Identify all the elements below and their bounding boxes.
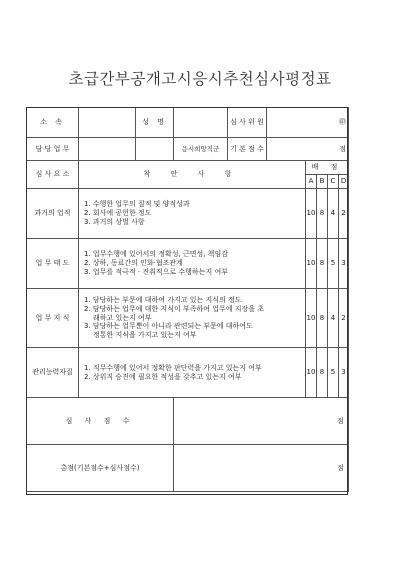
criteria-line: 2. 상하, 동료간의 인화·협조관계 [84, 259, 183, 268]
reviewer-label: 심 사 위 원 [228, 108, 267, 138]
criteria-line: 1. 수행한 업무의 질적 및 양적성과 [84, 200, 190, 209]
score-b: 8 [317, 189, 328, 239]
score-d: 2 [339, 189, 349, 239]
eligibility-value: 응시희망직군 [174, 138, 228, 161]
criteria-line: 래하고 있는지 여부 [93, 313, 152, 322]
criteria-line: 2. 상위직 승진에 필요한 적성을 갖추고 있는지 여부 [84, 372, 242, 381]
element-work-attitude: 업 무 태 도 [27, 239, 79, 289]
criteria-line: 2. 회사에 공헌한 정도 [84, 209, 152, 218]
score-a: 10 [306, 348, 317, 398]
score-b: 8 [317, 239, 328, 289]
criteria-line: 3. 과거의 상벌 사항 [84, 217, 145, 226]
score-b: 8 [317, 348, 328, 398]
base-score-unit: 점 [339, 144, 347, 153]
base-score-label: 기 본 점 수 [228, 138, 267, 161]
score-d: 2 [339, 289, 349, 348]
criteria-line: 1. 업무수행에 있어서의 정확성, 근면성, 책임감 [84, 250, 228, 259]
review-score-unit: 점 [337, 416, 344, 425]
score-c: 5 [328, 348, 339, 398]
allocation-column-header: 배 점 [306, 161, 349, 175]
affiliation-label: 소 속 [27, 108, 79, 138]
criteria-line: 3. 담당하는 업무뿐이 아니라 관련되는 부문에 대하여도 [84, 322, 253, 331]
score-d: 3 [339, 348, 349, 398]
page-title: 초급간부공개고시응시추천심사평정표 [68, 70, 332, 88]
name-label: 성 명 [136, 108, 174, 138]
criteria-line: 1. 담당하는 부문에 대하여 가지고 있는 지식의 정도 [84, 296, 242, 305]
duty-label: 담 당 업 무 [27, 138, 79, 161]
criteria-line: 정통한 지식을 가지고 있는지 여부 [93, 331, 197, 340]
score-c: 4 [328, 189, 339, 239]
review-score-label: 심 사 점 수 [27, 398, 174, 445]
score-c: 5 [328, 239, 339, 289]
total-score-label: 총점(기본점수+심사점수) [27, 445, 174, 492]
score-c: 4 [328, 289, 339, 348]
grade-b-header: B [317, 175, 328, 189]
score-a: 10 [306, 239, 317, 289]
grade-d-header: D [339, 175, 349, 189]
score-b: 8 [317, 289, 328, 348]
total-score-unit: 점 [337, 463, 344, 472]
element-column-header: 심 사 요 소 [27, 161, 79, 189]
grade-c-header: C [328, 175, 339, 189]
score-a: 10 [306, 289, 317, 348]
seal-mark: ㊞ [339, 118, 347, 127]
criteria-line: 3. 업무를 적극적 · 진취적으로 수행하는지 여부 [84, 267, 228, 276]
score-d: 3 [339, 239, 349, 289]
grade-a-header: A [306, 175, 317, 189]
criteria-line: 1. 직무수행에 있어서 정확한 판단력을 가지고 있는지 여부 [84, 363, 262, 372]
element-management-aptitude: 관리능력자질 [27, 348, 79, 398]
table-outer-border [26, 107, 348, 495]
element-job-knowledge: 업 무 지 식 [27, 289, 79, 348]
score-a: 10 [306, 189, 317, 239]
criteria-column-header: 착 안 사 항 [79, 161, 306, 189]
criteria-line: 2. 담당하는 업무에 대한 지식이 부족하여 업무에 지장을 초 [84, 304, 265, 313]
element-past-performance: 과거의 업적 [27, 189, 79, 239]
